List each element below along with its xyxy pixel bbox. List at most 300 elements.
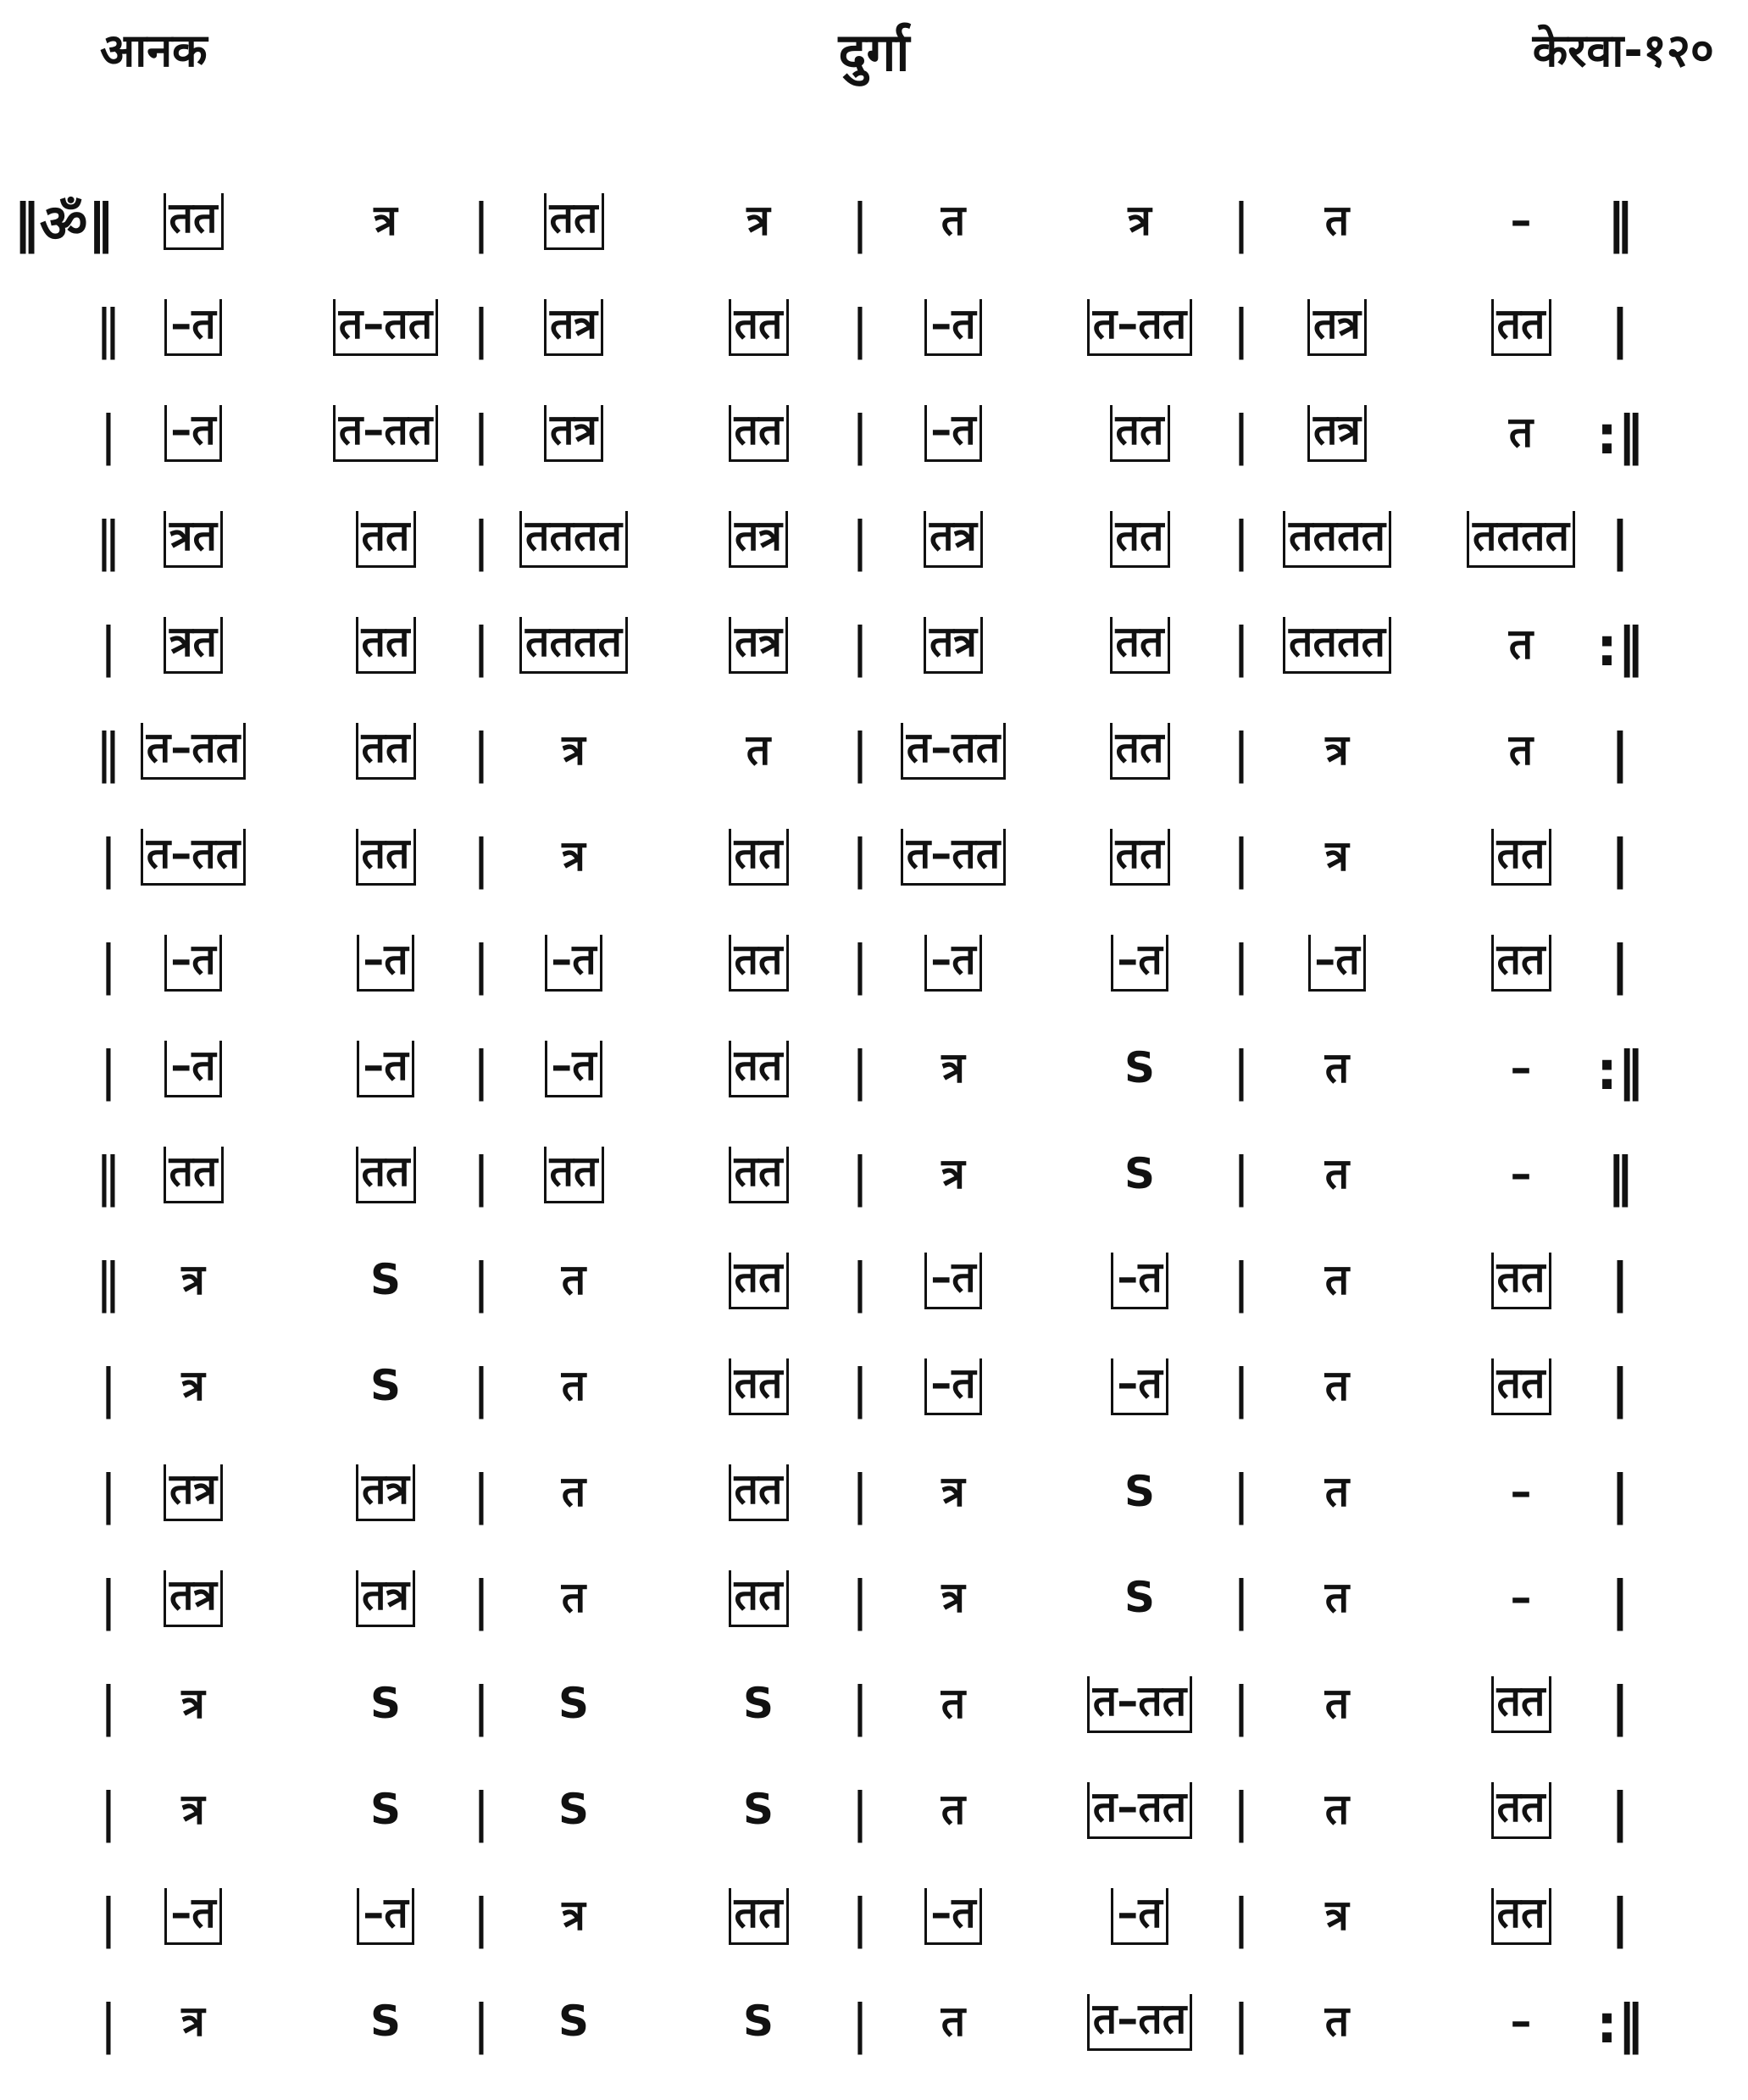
bol-syllable: तत: [1110, 829, 1170, 886]
beat-cell: [674, 1994, 843, 2048]
beat-cell: [868, 935, 1038, 992]
bol-syllable: तत: [729, 829, 789, 886]
bol-syllable: तत: [729, 299, 789, 356]
beat-cell: [108, 1253, 278, 1307]
beat-cell: [1436, 299, 1606, 356]
vibhag-barline: |: [851, 404, 869, 466]
beat-cell: [108, 1147, 278, 1203]
bol-syllable: त: [746, 725, 771, 775]
bol-syllable: त्र: [562, 831, 585, 881]
beat-cell: [1055, 1147, 1224, 1201]
bol-syllable: तत्र: [924, 617, 983, 674]
bol-syllable: –त: [924, 935, 982, 992]
vibhag-barline: |: [851, 722, 869, 784]
vibhag-barline: |: [1232, 510, 1251, 572]
vibhag-barline: |: [1232, 192, 1251, 254]
notation-row: [0, 617, 1748, 723]
bol-syllable: त्र: [181, 1997, 205, 2046]
beat-cell: [1055, 935, 1224, 992]
beat-cell: [1055, 1994, 1224, 2051]
beat-cell: [489, 1888, 658, 1942]
beat-cell: [489, 1041, 658, 1097]
notation-row: [0, 1570, 1748, 1676]
bol-syllable: S: [1124, 1573, 1155, 1622]
notation-row: [0, 829, 1748, 935]
vibhag-barline: |: [1232, 1569, 1251, 1631]
row-start-barline: |: [99, 1464, 118, 1525]
vibhag-barline: |: [851, 1675, 869, 1737]
bol-syllable: त: [561, 1255, 586, 1304]
beat-cell: [674, 1358, 843, 1415]
bol-syllable: त्र: [941, 1467, 965, 1516]
row-start-barline: |: [99, 404, 118, 466]
bol-syllable: त: [1324, 196, 1350, 245]
row-start-barline: ‖: [95, 510, 122, 572]
beat-cell: [301, 935, 470, 992]
beat-cell: [108, 935, 278, 992]
beat-cell: [301, 1570, 470, 1627]
beat-cell: [1055, 193, 1224, 247]
bol-syllable: तत: [729, 1147, 789, 1203]
bol-syllable: त: [941, 1679, 966, 1728]
bol-syllable: त्र: [746, 196, 770, 245]
bol-syllable: –त: [357, 1888, 414, 1945]
beat-cell: [301, 405, 470, 462]
bol-syllable: त–तत: [141, 829, 247, 886]
beat-cell: [674, 511, 843, 568]
beat-cell: [674, 193, 843, 247]
bol-syllable: तत: [356, 617, 416, 674]
bol-syllable: तत्र: [1307, 299, 1367, 356]
row-end-barline: |: [1610, 1569, 1630, 1631]
row-end-barline: |: [1610, 1887, 1630, 1949]
beat-cell: [674, 1782, 843, 1836]
beat-cell: [108, 1570, 278, 1627]
vibhag-barline: |: [472, 298, 491, 360]
beat-cell: [868, 193, 1038, 247]
beat-cell: [1436, 723, 1606, 777]
beat-cell: [868, 1888, 1038, 1945]
beat-cell: [301, 617, 470, 674]
bol-syllable: –त: [164, 405, 222, 462]
row-end-barline: |: [1610, 1781, 1630, 1843]
bol-syllable: त्र: [181, 1679, 205, 1728]
bol-syllable: तत: [1491, 1253, 1551, 1309]
beat-cell: [868, 1358, 1038, 1415]
bol-syllable: त: [1508, 619, 1534, 669]
row-end-barline: :‖: [1596, 1040, 1644, 1102]
notation-row: [0, 1147, 1748, 1253]
bol-syllable: त–तत: [333, 405, 439, 462]
beat-cell: [489, 299, 658, 356]
beat-cell: [1436, 1253, 1606, 1309]
beat-cell: [301, 193, 470, 247]
taal-tempo-label: केरवा-१२०: [1532, 24, 1714, 77]
bol-syllable: तततत: [519, 617, 628, 674]
beat-cell: [489, 829, 658, 883]
bol-syllable: तत: [356, 723, 416, 780]
beat-cell: [489, 1676, 658, 1731]
beat-cell: [1436, 511, 1606, 568]
beat-cell: [108, 829, 278, 886]
bol-syllable: –त: [164, 299, 222, 356]
notation-row: [0, 1041, 1748, 1147]
bol-syllable: तत्र: [1307, 405, 1367, 462]
instrument-label: आनक: [100, 24, 208, 77]
row-start-barline: |: [99, 1358, 118, 1419]
beat-cell: [108, 405, 278, 462]
bol-syllable: तत: [1110, 617, 1170, 674]
bol-syllable: S: [369, 1255, 401, 1304]
bol-syllable: त: [1324, 1043, 1350, 1092]
beat-cell: [489, 405, 658, 462]
bol-syllable: तत्र: [164, 1570, 223, 1627]
row-start-barline: |: [99, 934, 118, 996]
beat-cell: [1436, 1782, 1606, 1839]
notation-row: [0, 723, 1748, 829]
bol-syllable: त्र: [374, 196, 397, 245]
vibhag-barline: |: [851, 192, 869, 254]
bol-syllable: तत: [164, 193, 224, 250]
vibhag-barline: |: [1232, 1993, 1251, 2055]
vibhag-barline: |: [851, 1252, 869, 1314]
beat-cell: [1252, 1888, 1422, 1942]
beat-cell: [1055, 1358, 1224, 1415]
bol-syllable: तत: [1491, 829, 1551, 886]
bol-syllable: तत: [729, 1358, 789, 1415]
row-end-barline: |: [1610, 722, 1630, 784]
bol-syllable: –त: [1111, 1888, 1168, 1945]
beat-cell: [301, 511, 470, 568]
bol-syllable: –: [1510, 1149, 1532, 1198]
beat-cell: [1252, 829, 1422, 883]
beat-cell: [1055, 405, 1224, 462]
bol-syllable: S: [742, 1679, 774, 1728]
row-end-barline: ‖: [1606, 192, 1634, 254]
bol-syllable: तत: [729, 1041, 789, 1097]
vibhag-barline: |: [1232, 1675, 1251, 1737]
bol-syllable: तततत: [1283, 617, 1391, 674]
vibhag-barline: |: [851, 510, 869, 572]
bol-syllable: तत: [1110, 511, 1170, 568]
vibhag-barline: |: [1232, 1040, 1251, 1102]
vibhag-barline: |: [472, 1887, 491, 1949]
beat-cell: [1055, 1464, 1224, 1519]
beat-cell: [301, 1994, 470, 2048]
row-start-barline: ‖: [95, 1146, 122, 1208]
beat-cell: [108, 193, 278, 250]
row-start-barline: ‖: [95, 722, 122, 784]
beat-cell: [1252, 1253, 1422, 1307]
vibhag-barline: |: [1232, 1146, 1251, 1208]
beat-cell: [1055, 1041, 1224, 1095]
bol-syllable: त–तत: [901, 829, 1007, 886]
beat-cell: [1436, 617, 1606, 671]
beat-cell: [674, 617, 843, 674]
bol-syllable: तत: [729, 1570, 789, 1627]
beat-cell: [1436, 1358, 1606, 1415]
row-start-barline: ‖ॐ‖: [13, 192, 114, 254]
beat-cell: [674, 1888, 843, 1945]
beat-cell: [489, 1464, 658, 1519]
beat-cell: [1436, 1994, 1606, 2048]
beat-cell: [1252, 1358, 1422, 1413]
bol-syllable: तत: [1110, 723, 1170, 780]
beat-cell: [1055, 511, 1224, 568]
bol-syllable: त्र: [181, 1361, 205, 1410]
bol-syllable: त्रत: [164, 617, 223, 674]
beat-cell: [868, 1570, 1038, 1625]
vibhag-barline: |: [1232, 1358, 1251, 1419]
bol-syllable: त: [1324, 1361, 1350, 1410]
vibhag-barline: |: [1232, 404, 1251, 466]
bol-syllable: तत: [729, 935, 789, 992]
bol-syllable: S: [369, 1997, 401, 2046]
row-start-barline: ‖: [95, 298, 122, 360]
row-end-barline: |: [1610, 1252, 1630, 1314]
bol-syllable: तत: [729, 1464, 789, 1521]
vibhag-barline: |: [851, 1781, 869, 1843]
vibhag-barline: |: [472, 828, 491, 890]
beat-cell: [489, 193, 658, 250]
bol-syllable: त्र: [941, 1149, 965, 1198]
beat-cell: [489, 617, 658, 674]
beat-cell: [674, 1253, 843, 1309]
bol-syllable: तततत: [1283, 511, 1391, 568]
bol-syllable: तत: [1491, 299, 1551, 356]
vibhag-barline: |: [1232, 934, 1251, 996]
notation-row: [0, 1782, 1748, 1888]
bol-syllable: तत: [1491, 1358, 1551, 1415]
bol-syllable: तत: [164, 1147, 224, 1203]
row-end-barline: |: [1610, 828, 1630, 890]
bol-syllable: –: [1510, 1997, 1532, 2046]
bol-syllable: त–तत: [1087, 299, 1193, 356]
bol-syllable: –त: [545, 935, 602, 992]
vibhag-barline: |: [472, 1358, 491, 1419]
bol-syllable: तत: [1491, 935, 1551, 992]
beat-cell: [1252, 935, 1422, 992]
vibhag-barline: |: [472, 404, 491, 466]
bol-syllable: त: [1324, 1467, 1350, 1516]
vibhag-barline: |: [851, 298, 869, 360]
beat-cell: [1252, 617, 1422, 674]
bol-syllable: S: [742, 1997, 774, 2046]
vibhag-barline: |: [1232, 722, 1251, 784]
row-end-barline: ‖: [1606, 1146, 1634, 1208]
bol-syllable: S: [369, 1361, 401, 1410]
beat-cell: [489, 1358, 658, 1413]
beat-cell: [301, 1253, 470, 1307]
row-start-barline: |: [99, 1675, 118, 1737]
beat-cell: [108, 1676, 278, 1731]
notation-row: [0, 1464, 1748, 1570]
beat-cell: [301, 1147, 470, 1203]
row-start-barline: |: [99, 1040, 118, 1102]
notation-row: [0, 1676, 1748, 1782]
beat-cell: [868, 1464, 1038, 1519]
beat-cell: [489, 935, 658, 992]
bol-syllable: त–तत: [1087, 1994, 1193, 2051]
beat-cell: [108, 1994, 278, 2048]
beat-cell: [108, 299, 278, 356]
beat-cell: [1055, 723, 1224, 780]
beat-cell: [301, 1464, 470, 1521]
bol-syllable: तत: [729, 1253, 789, 1309]
beat-cell: [674, 829, 843, 886]
bol-syllable: –त: [164, 1888, 222, 1945]
bol-syllable: –त: [1308, 935, 1366, 992]
vibhag-barline: |: [1232, 1464, 1251, 1525]
bol-syllable: S: [558, 1997, 589, 2046]
bol-syllable: त्र: [941, 1043, 965, 1092]
beat-cell: [674, 1147, 843, 1203]
row-end-barline: |: [1610, 934, 1630, 996]
beat-cell: [489, 723, 658, 777]
vibhag-barline: |: [472, 1675, 491, 1737]
row-start-barline: |: [99, 1993, 118, 2055]
bol-syllable: तततत: [519, 511, 628, 568]
vibhag-barline: |: [1232, 1781, 1251, 1843]
beat-cell: [868, 1782, 1038, 1836]
bol-syllable: त्र: [1325, 725, 1349, 775]
beat-cell: [301, 829, 470, 886]
beat-cell: [1252, 1994, 1422, 2048]
bol-syllable: –त: [924, 405, 982, 462]
bol-syllable: –त: [924, 1358, 982, 1415]
bol-syllable: तत्र: [544, 405, 603, 462]
vibhag-barline: |: [1232, 298, 1251, 360]
bol-syllable: तत्र: [924, 511, 983, 568]
bol-syllable: त: [1324, 1997, 1350, 2046]
bol-syllable: त्र: [562, 725, 585, 775]
bol-syllable: S: [1124, 1043, 1155, 1092]
beat-cell: [1436, 405, 1606, 459]
bol-syllable: त: [1324, 1255, 1350, 1304]
beat-cell: [868, 617, 1038, 674]
notation-row: [0, 405, 1748, 511]
vibhag-barline: |: [472, 1464, 491, 1525]
vibhag-barline: |: [472, 192, 491, 254]
row-start-barline: |: [99, 616, 118, 678]
bol-syllable: –त: [164, 935, 222, 992]
bol-syllable: त्र: [941, 1573, 965, 1622]
beat-cell: [489, 1570, 658, 1625]
beat-cell: [1252, 1464, 1422, 1519]
bol-syllable: त्र: [562, 1891, 585, 1940]
bol-syllable: त: [1324, 1679, 1350, 1728]
bol-syllable: तत: [1491, 1676, 1551, 1733]
bol-syllable: S: [742, 1785, 774, 1834]
bol-syllable: तत: [1491, 1888, 1551, 1945]
bol-syllable: तत: [356, 1147, 416, 1203]
bol-syllable: तततत: [1467, 511, 1575, 568]
notation-row: [0, 1994, 1748, 2100]
row-end-barline: |: [1610, 1464, 1630, 1525]
bol-syllable: त्र: [1128, 196, 1151, 245]
row-start-barline: ‖: [95, 1252, 122, 1314]
page-title: दुर्गा: [838, 21, 910, 83]
bol-syllable: –त: [924, 1253, 982, 1309]
beat-cell: [1252, 193, 1422, 247]
row-end-barline: :‖: [1596, 404, 1644, 466]
beat-cell: [674, 1570, 843, 1627]
bol-syllable: –: [1510, 1467, 1532, 1516]
beat-cell: [108, 723, 278, 780]
bol-syllable: –त: [1111, 1358, 1168, 1415]
beat-cell: [674, 723, 843, 777]
vibhag-barline: |: [851, 1146, 869, 1208]
vibhag-barline: |: [472, 1781, 491, 1843]
beat-cell: [1436, 1464, 1606, 1519]
beat-cell: [1436, 935, 1606, 992]
beat-cell: [301, 723, 470, 780]
beat-cell: [1252, 1782, 1422, 1836]
beat-cell: [674, 1676, 843, 1731]
beat-cell: [1436, 1147, 1606, 1201]
vibhag-barline: |: [472, 722, 491, 784]
vibhag-barline: |: [472, 934, 491, 996]
bol-syllable: त: [941, 196, 966, 245]
beat-cell: [301, 299, 470, 356]
bol-syllable: त: [561, 1573, 586, 1622]
notation-row: [0, 1253, 1748, 1358]
bol-syllable: तत: [544, 193, 604, 250]
bol-syllable: त–तत: [901, 723, 1007, 780]
beat-cell: [301, 1888, 470, 1945]
vibhag-barline: |: [851, 1040, 869, 1102]
bol-syllable: S: [558, 1679, 589, 1728]
beat-cell: [1055, 829, 1224, 886]
vibhag-barline: |: [851, 616, 869, 678]
bol-syllable: –त: [164, 1041, 222, 1097]
vibhag-barline: |: [1232, 1887, 1251, 1949]
bol-syllable: –त: [1111, 1253, 1168, 1309]
vibhag-barline: |: [851, 1887, 869, 1949]
bol-syllable: तत्र: [356, 1464, 415, 1521]
bol-syllable: तत: [1491, 1782, 1551, 1839]
vibhag-barline: |: [472, 510, 491, 572]
bol-syllable: –त: [924, 1888, 982, 1945]
beat-cell: [108, 511, 278, 568]
beat-cell: [868, 1253, 1038, 1309]
bol-syllable: त्र: [1325, 831, 1349, 881]
beat-cell: [1436, 829, 1606, 886]
bol-syllable: –त: [924, 299, 982, 356]
bol-syllable: त: [1508, 725, 1534, 775]
bol-syllable: त: [1324, 1785, 1350, 1834]
row-end-barline: :‖: [1596, 616, 1644, 678]
vibhag-barline: |: [851, 1358, 869, 1419]
bol-syllable: त–तत: [1087, 1676, 1193, 1733]
beat-cell: [868, 1041, 1038, 1095]
bol-syllable: त: [561, 1361, 586, 1410]
vibhag-barline: |: [1232, 1252, 1251, 1314]
beat-cell: [1436, 1041, 1606, 1095]
beat-cell: [868, 829, 1038, 886]
bol-syllable: –त: [545, 1041, 602, 1097]
bol-syllable: –: [1510, 1573, 1532, 1622]
row-start-barline: |: [99, 1569, 118, 1631]
vibhag-barline: |: [851, 1569, 869, 1631]
vibhag-barline: |: [472, 1569, 491, 1631]
beat-cell: [674, 299, 843, 356]
beat-cell: [489, 1782, 658, 1836]
bol-syllable: तत्र: [544, 299, 603, 356]
notation-row: [0, 511, 1748, 617]
beat-cell: [489, 1253, 658, 1307]
bol-syllable: त–तत: [333, 299, 439, 356]
